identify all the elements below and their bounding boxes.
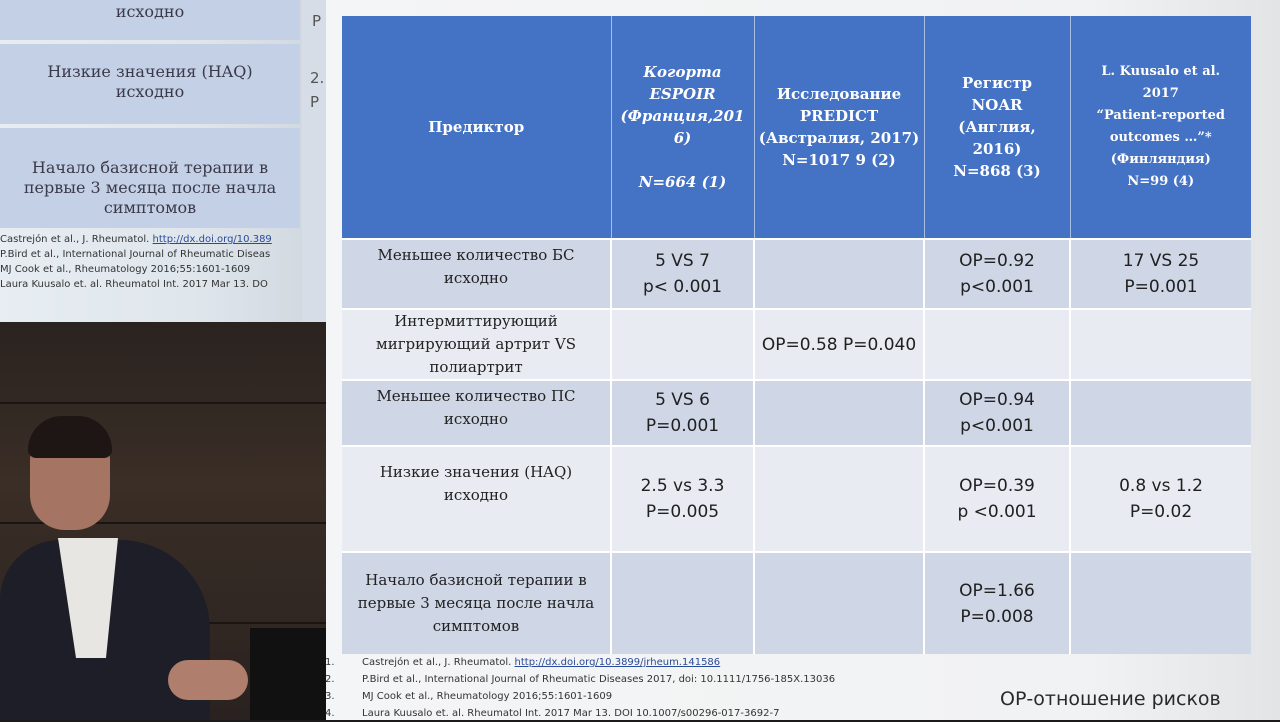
bg-ref: MJ Cook et al., Rheumatology 2016;55:1601-1609 xyxy=(0,264,251,275)
footnote xyxy=(325,705,1025,722)
predictor-cell: Меньшее количество БС исходно xyxy=(342,239,611,309)
abbreviation-note: ОР-отношение рисков xyxy=(1000,688,1221,710)
predictor-cell: Меньшее количество ПС исходно xyxy=(342,380,611,446)
table-row xyxy=(342,239,1251,309)
espoir-cell: 5 VS 7 p< 0.001 xyxy=(611,239,754,309)
table-row xyxy=(342,309,1251,380)
noar-cell: ОР=0.92 p<0.001 xyxy=(924,239,1070,309)
bg-row-num: P xyxy=(312,12,322,30)
footnotes xyxy=(325,654,1025,722)
footnote-text: Laura Kuusalo et. al. Rheumatol Int. 2017 Mar 13. DOI 10.1007/s00296-017-3692-7 xyxy=(362,708,780,719)
bg-row-text: Начало базисной терапии в первые 3 месяца после начла симптомов xyxy=(23,158,277,217)
footnote-number: 4. xyxy=(325,708,335,719)
predictors-table xyxy=(342,16,1251,654)
predict-cell xyxy=(754,239,924,309)
noar-cell xyxy=(924,309,1070,380)
predictor-cell: Интермиттирующий мигрирующий артрит VS полиартрит xyxy=(342,309,611,380)
table-row xyxy=(342,380,1251,446)
predict-cell xyxy=(754,380,924,446)
kuusalo-cell xyxy=(1070,309,1251,380)
projected-slide-background xyxy=(0,0,326,322)
header-predictor: Предиктор xyxy=(342,16,611,239)
footnote-text: P.Bird et al., International Journal of Rheumatic Diseases 2017, doi: 10.1111/1756-185X.13036 xyxy=(362,674,836,685)
bg-references xyxy=(0,232,326,292)
lectern xyxy=(250,628,326,720)
table-header-row xyxy=(342,16,1251,239)
wall-panel-line xyxy=(0,402,326,404)
noar-cell: ОР=1.66 P=0.008 xyxy=(924,552,1070,654)
noar-cell: ОР=0.94 p<0.001 xyxy=(924,380,1070,446)
footnote xyxy=(325,654,1025,671)
espoir-cell xyxy=(611,309,754,380)
bg-ref: P.Bird et al., International Journal of Rheumatic Diseas xyxy=(0,249,271,260)
footnote-number: 1. xyxy=(325,657,335,668)
speaker-hand xyxy=(168,660,248,700)
predictor-cell: Начало базисной терапии в первые 3 месяца после начла симптомов xyxy=(342,552,611,654)
espoir-cell xyxy=(611,552,754,654)
table-row xyxy=(342,446,1251,552)
footnote xyxy=(325,671,1025,688)
kuusalo-cell xyxy=(1070,552,1251,654)
predict-cell xyxy=(754,446,924,552)
footnote-number: 2. xyxy=(325,674,335,685)
header-kuusalo: L. Kuusalo et al. 2017 “Patient-reported outcomes …”* (Финляндия) N=99 (4) xyxy=(1070,16,1251,239)
footnote xyxy=(325,688,1025,705)
predictor-cell: Низкие значения (HAQ) исходно xyxy=(342,446,611,552)
bg-row-num: 2. P xyxy=(310,69,325,111)
predict-cell: ОР=0.58 P=0.040 xyxy=(754,309,924,380)
espoir-cell: 2.5 vs 3.3 P=0.005 xyxy=(611,446,754,552)
header-predict: Исследование PREDICT (Австралия, 2017) N=1017 9 (2) xyxy=(754,16,924,239)
kuusalo-cell: 17 VS 25 P=0.001 xyxy=(1070,239,1251,309)
kuusalo-cell xyxy=(1070,380,1251,446)
footnote-number: 3. xyxy=(325,691,335,702)
bg-row-text: Низкие значения (HAQ) исходно xyxy=(47,62,253,101)
footnote-link[interactable]: http://dx.doi.org/10.3899/jrheum.141586 xyxy=(514,657,721,668)
predict-cell xyxy=(754,552,924,654)
espoir-cell: 5 VS 6 P=0.001 xyxy=(611,380,754,446)
footnote-text: Castrejón et al., J. Rheumatol. http://dx.doi.org/10.3899/jrheum.141586 xyxy=(362,657,721,668)
bg-ref: Castrejón et al., J. Rheumatol. http://dx.doi.org/10.389 xyxy=(0,234,272,245)
header-espoir: Когорта ESPOIR (Франция,201 6) N=664 (1) xyxy=(611,16,754,239)
footnote-text: MJ Cook et al., Rheumatology 2016;55:1601-1609 xyxy=(362,691,613,702)
bg-ref: Laura Kuusalo et. al. Rheumatol Int. 2017 Mar 13. DO xyxy=(0,279,268,290)
table-row xyxy=(342,552,1251,654)
header-noar: Регистр NOAR (Англия, 2016) N=868 (3) xyxy=(924,16,1070,239)
noar-cell: ОР=0.39 p <0.001 xyxy=(924,446,1070,552)
bg-row-text: исходно xyxy=(115,2,185,21)
kuusalo-cell: 0.8 vs 1.2 P=0.02 xyxy=(1070,446,1251,552)
